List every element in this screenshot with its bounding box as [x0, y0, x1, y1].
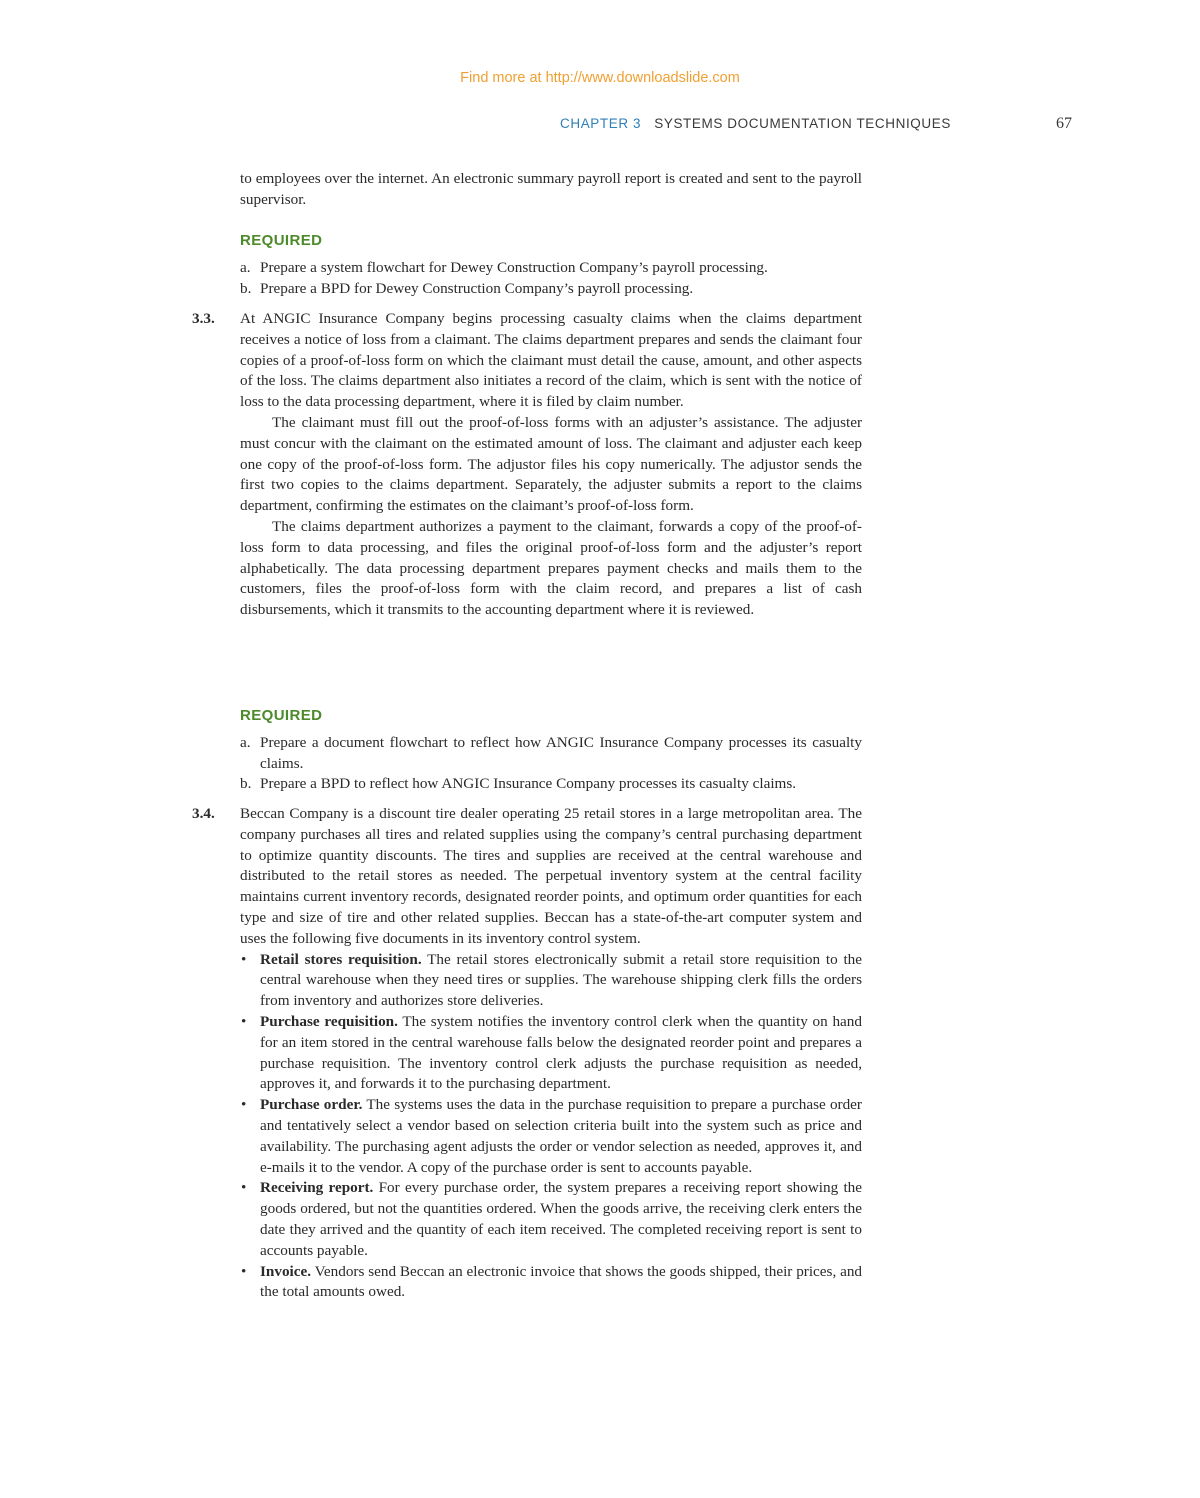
item-label: a.	[240, 733, 251, 751]
required-block-2	[240, 706, 862, 795]
running-head	[560, 116, 1072, 131]
bullet-term: Purchase order.	[260, 1096, 363, 1114]
item-label: b.	[240, 279, 252, 297]
required-item	[240, 279, 862, 300]
intro-paragraph: to employees over the internet. An electronic summary payroll report is created and sent to the payroll supervisor.	[240, 170, 862, 208]
question-3-4	[240, 804, 862, 1303]
bullet-text: For every purchase order, the system prepares a receiving report showing the goods ordered, but not the quantities ordered. When the goods arrive, the receiving clerk enters the date they arrived and the quantity of each item received. The completed receiving report is sent to accounts payable.	[260, 1179, 863, 1259]
bullet-text: The system notifies the inventory control clerk when the quantity on hand for an item stored in the central warehouse falls below the designated reorder point and prepares a purchase requisition. The inventory control clerk adjusts the purchase requisition as needed, approves it, and forwards it to the purchasing department.	[260, 1012, 862, 1093]
required-item	[240, 733, 862, 775]
item-text: Prepare a BPD to reflect how ANGIC Insurance Company processes its casualty claims.	[260, 775, 797, 793]
item-text: Prepare a system flowchart for Dewey Construction Company’s payroll processing.	[260, 258, 768, 276]
question-paragraph: At ANGIC Insurance Company begins processing casualty claims when the claims department receives a notice of loss from a claimant. The claims department prepares and sends the claimant four copies of a proof-of-loss form on which the claimant must detail the cause, amount, and other aspects of the loss. The claims department also initiates a record of the claim, which is sent with the notice of loss to the data processing department, where it is filed by claim number.	[240, 310, 862, 411]
bullet-item	[240, 950, 862, 1012]
required-heading: REQUIRED	[240, 707, 323, 724]
bullet-item	[240, 1012, 862, 1095]
item-label: a.	[240, 258, 251, 276]
bullet-term: Purchase requisition.	[260, 1012, 398, 1030]
bullet-term: Retail stores requisition.	[260, 950, 422, 968]
bullet-item	[240, 1262, 862, 1304]
bullet-text: Vendors send Beccan an electronic invoice that shows the goods shipped, their prices, and the total amounts owed.	[260, 1262, 863, 1301]
required-heading: REQUIRED	[240, 232, 323, 249]
chapter-label: CHAPTER 3	[560, 116, 642, 131]
question-number: 3.4.	[192, 805, 215, 822]
bullet-text: The systems uses the data in the purchase requisition to prepare a purchase order and tentatively select a vendor based on selection criteria built into the system such as price and availability. The purchasing agent adjusts the order or vendor selection as needed, approves it, and e-mails it to the vendor. A copy of the purchase order is sent to accounts payable.	[260, 1096, 862, 1176]
required-block-1	[240, 231, 862, 299]
intro-block	[240, 169, 862, 211]
bullet-item	[240, 1178, 862, 1261]
question-paragraph: Beccan Company is a discount tire dealer operating 25 retail stores in a large metropolitan area. The company purchases all tires and related supplies using the company’s central purchasing department to optimize quantity discounts. The tires and supplies are received at the central warehouse and distributed to the retail stores as needed. The perpetual inventory system at the central facility maintains current inventory records, designated reorder points, and optimum order quantities for each type and size of tire and other related supplies. Beccan has a state-of-the-art computer system and uses the following five documents in its inventory control system.	[240, 805, 862, 947]
bullet-dot: •	[241, 1096, 247, 1114]
question-number: 3.3.	[192, 310, 215, 327]
question-paragraph: The claimant must fill out the proof-of-loss forms with an adjuster’s assistance. The adjuster must concur with the claimant on the estimated amount of loss. The claimant and adjuster each keep one copy of the proof-of-loss form. The adjustor files his copy numerically. The adjustor sends the first two copies to the claims department. Separately, the adjuster submits a report to the claims department, confirming the estimates on the claimant’s proof-of-loss form.	[240, 413, 862, 515]
bullet-item	[240, 1095, 862, 1178]
page-number: 67	[1056, 115, 1072, 132]
watermark-link[interactable]: Find more at http://www.downloadslide.com	[460, 70, 740, 86]
bullet-dot: •	[241, 1262, 247, 1280]
question-3-3	[240, 309, 862, 621]
bullet-term: Receiving report.	[260, 1179, 374, 1197]
bullet-term: Invoice.	[260, 1262, 312, 1280]
bullet-text: The retail stores electronically submit a retail store requisition to the central warehouse when they need tires or supplies. The warehouse shipping clerk fills the orders from inventory and authorizes store deliveries.	[260, 950, 863, 1010]
question-paragraph: The claims department authorizes a payment to the claimant, forwards a copy of the proof-of-loss form to data processing, and files the original proof-of-loss form and the adjuster’s report alphabetically. The data processing department prepares payment checks and mails them to the customers, files the proof-of-loss form with the claim record, and prepares a list of cash disbursements, which it transmits to the accounting department where it is reviewed.	[240, 517, 862, 619]
bullet-dot: •	[241, 1179, 247, 1197]
item-text: Prepare a document flowchart to reflect how ANGIC Insurance Company processes its casualty claims.	[260, 733, 862, 772]
bullet-dot: •	[241, 1012, 247, 1030]
required-item	[240, 774, 862, 795]
required-item	[240, 258, 862, 279]
item-text: Prepare a BPD for Dewey Construction Company’s payroll processing.	[260, 279, 694, 297]
chapter-title: SYSTEMS DOCUMENTATION TECHNIQUES	[654, 116, 951, 131]
item-label: b.	[240, 775, 252, 793]
bullet-dot: •	[241, 950, 247, 968]
